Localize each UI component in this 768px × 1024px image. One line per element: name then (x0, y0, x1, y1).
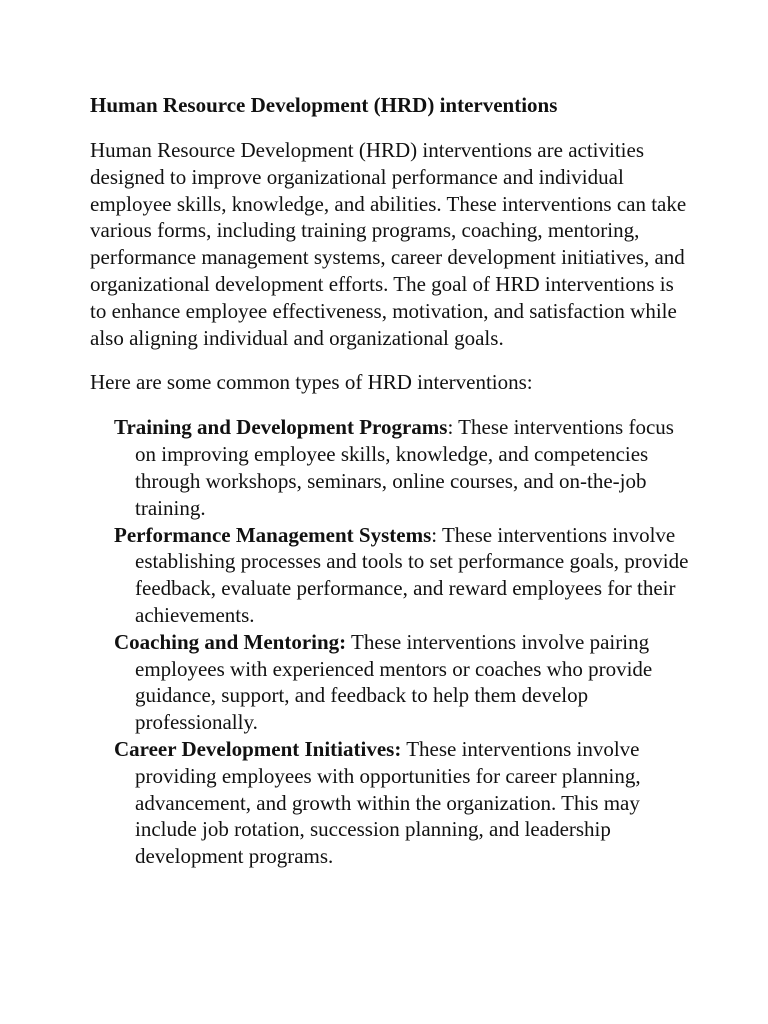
item-separator: : (431, 522, 438, 547)
intervention-list (90, 414, 690, 870)
list-item (90, 629, 690, 736)
list-item (90, 736, 690, 870)
item-term: Career Development Initiatives: (114, 736, 402, 761)
item-term: Coaching and Mentoring: (114, 629, 347, 654)
item-separator: : (447, 415, 454, 440)
list-item (90, 522, 690, 629)
item-term: Performance Management Systems (114, 522, 432, 547)
item-text: These interventions involve providing employees with opportunities for career planning, advancement, and growth within the organization. This may include job rotation, succession planning, and leadership development programs. (135, 736, 641, 869)
item-text: These interventions focus on improving employee skills, knowledge, and competencies through workshops, seminars, online courses, and on-the-job training. (135, 415, 674, 520)
item-text: These interventions involve pairing employees with experienced mentors or coaches who provide guidance, support, and feedback to help them develop professionally. (135, 629, 653, 735)
item-term: Training and Development Programs (114, 415, 448, 440)
document-page (90, 92, 690, 870)
list-item (90, 414, 690, 521)
body-paragraph: Human Resource Development (HRD) interventions are activities designed to improve organizational performance and individual employee skills, knowledge, and abilities. These interventions can take various forms, including training programs, coaching, mentoring, performance management systems, career development initiatives, and organizational development efforts. The goal of HRD interventions is to enhance employee effectiveness, motivation, and satisfaction while also aligning individual and organizational goals. (90, 138, 687, 350)
item-text: These interventions involve establishing processes and tools to set performance goals, provide feedback, evaluate performance, and reward employees for their achievements. (135, 522, 689, 627)
document-title: Human Resource Development (HRD) interventions (90, 93, 558, 117)
list-intro: Here are some common types of HRD interventions: (90, 370, 533, 395)
